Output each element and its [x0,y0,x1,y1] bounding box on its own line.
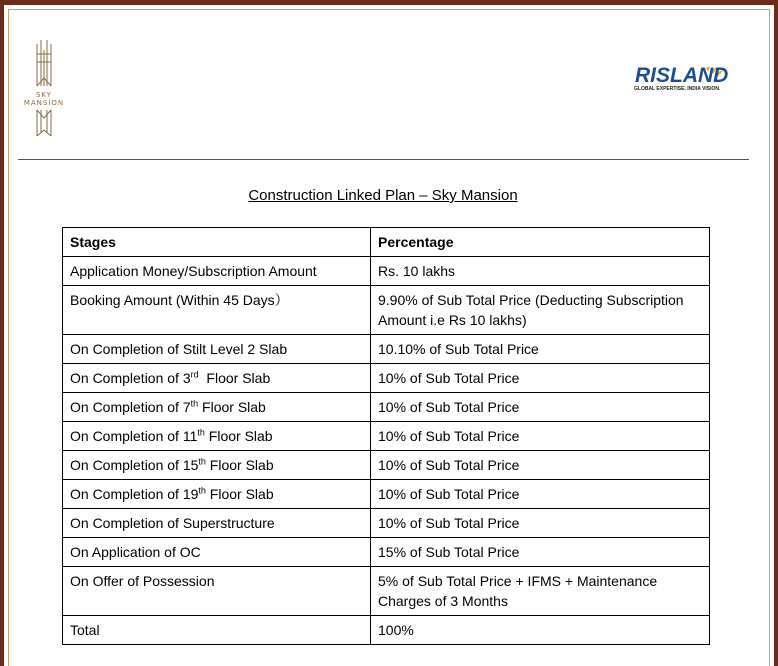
table-row [63,480,710,509]
percentage-cell: 10% of Sub Total Price [371,422,710,451]
stage-text-end: Floor Slab [204,428,273,444]
table-row [63,286,710,335]
stage-cell [63,422,371,451]
header-divider [18,159,749,160]
stage-text-end: Floor Slab [205,486,274,502]
risland-logo [632,66,742,96]
table-row [63,257,710,286]
page-title: Construction Linked Plan – Sky Mansion [248,187,518,204]
table-row [63,335,710,364]
stage-text: On Completion of 11 [70,428,198,444]
stage-cell: On Application of OC [63,538,371,567]
stage-cell: Total [63,616,371,645]
table-row [63,364,710,393]
stage-cell: Application Money/Subscription Amount [63,257,371,286]
percentage-cell: 10% of Sub Total Price [371,480,710,509]
table-row [63,538,710,567]
tower-icon [18,40,70,140]
percentage-cell: 100% [371,616,710,645]
column-header-percentage: Percentage [371,228,710,257]
risland-brand: RISLAND [635,64,729,87]
percentage-cell: 10% of Sub Total Price [371,509,710,538]
stage-cell: On Completion of Stilt Level 2 Slab [63,335,371,364]
percentage-cell: 10% of Sub Total Price [371,393,710,422]
table-row [63,422,710,451]
ordinal-suffix: th [198,456,206,467]
table-row [63,567,710,616]
percentage-cell: Rs. 10 lakhs [371,257,710,286]
sky-mansion-logo-text [18,91,70,107]
percentage-cell: 10% of Sub Total Price [371,451,710,480]
table-row [63,451,710,480]
stage-cell: On Completion of Superstructure [63,509,371,538]
percentage-cell: 9.90% of Sub Total Price (Deducting Subscription Amount i.e Rs 10 lakhs) [371,286,710,335]
stage-text-end: Floor Slab [198,370,271,386]
stage-cell [63,451,371,480]
stage-cell: Booking Amount (Within 45 Days） [63,286,371,335]
stage-cell [63,393,371,422]
percentage-cell: 15% of Sub Total Price [371,538,710,567]
table-header-row [63,228,710,257]
percentage-cell: 10.10% of Sub Total Price [371,335,710,364]
stage-text-end: Floor Slab [205,457,274,473]
stage-text: On Completion of 15 [70,457,199,473]
percentage-cell: 5% of Sub Total Price + IFMS + Maintenance Charges of 3 Months [371,567,710,616]
stage-cell [63,480,371,509]
stage-cell: On Offer of Possession [63,567,371,616]
column-header-stages: Stages [63,228,371,257]
logo-line-1: SKY [35,91,53,99]
table-row [63,509,710,538]
sky-mansion-logo [18,40,70,140]
stage-text: On Completion of 19 [70,486,199,502]
payment-plan-table [62,227,710,645]
table-row-total [63,616,710,645]
ordinal-suffix: th [190,398,199,409]
stage-text: On Completion of 3 [70,370,191,386]
ordinal-suffix: th [198,485,206,496]
percentage-cell: 10% of Sub Total Price [371,364,710,393]
stage-text: On Completion of 7 [70,399,191,415]
stage-cell [63,364,371,393]
ordinal-suffix: th [197,427,205,438]
logo-line-2: MANSION [23,99,65,107]
table-row [63,393,710,422]
ordinal-suffix: rd [190,369,199,380]
risland-tagline: GLOBAL EXPERTISE. INDIA VISION. [634,86,721,92]
stage-text-end: Floor Slab [198,399,266,415]
